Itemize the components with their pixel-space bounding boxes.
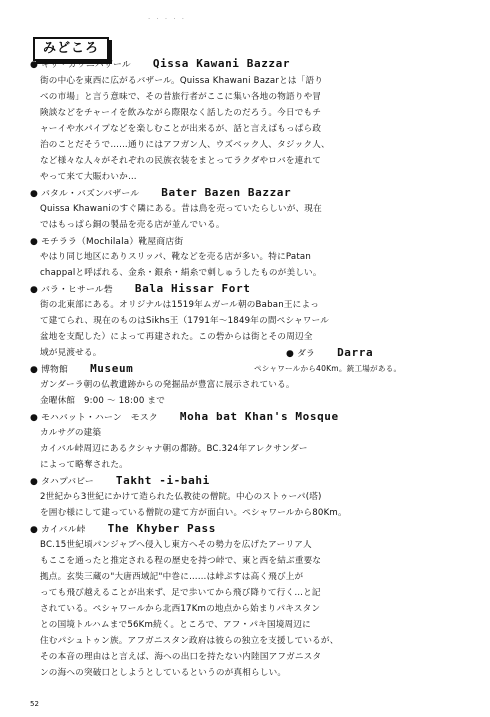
body-text-line: 金曜休館 9:00 ～ 18:00 まで: [40, 396, 166, 406]
section-heading: [30, 58, 290, 71]
bullet-icon: ●: [30, 525, 39, 535]
section-title-en: Moha bat Khan's Mosque: [179, 410, 339, 423]
bullet-icon: ●: [30, 285, 39, 295]
body-text-line: Quissa Khawaniのすぐ隣にある。昔は鳥を売っていたらしいが、現在: [40, 204, 322, 214]
section-header-box: みどころ: [33, 37, 109, 61]
body-text-line: 拠点。玄奘三蔵の"大唐西域記"中巻に……は峠ぷすは高く飛び上が: [40, 572, 304, 582]
page-number: 52: [30, 700, 39, 708]
section-title-en: Bater Bazen Bazzar: [161, 186, 292, 199]
body-text-line: もここを通ったと推定される程の歴史を持つ峠で、東と西を結ぶ重要な: [40, 556, 322, 566]
bullet-icon: ●: [30, 477, 39, 487]
body-text-line: を囲む様にして建っている僧院の建て方が面白い。ペシャワールから80Km。: [40, 508, 347, 518]
darra-ja: ダラ: [297, 349, 316, 359]
section-heading: [30, 475, 210, 488]
body-text-line: 治のことだそうで……通りにはアフガン人、ウズベック人、タジック人、: [40, 140, 330, 150]
section-title-ja: バラ・ヒサール砦: [41, 285, 113, 295]
body-text-line: やって来て大賑わいか…: [40, 172, 137, 182]
body-text-line: ではもっぱら銅の製品を売る店が並んでいる。: [40, 220, 225, 230]
body-text-line: やはり同じ地区にありスリッパ、靴などを売る店が多い。特にPatan: [40, 252, 312, 262]
body-text-line: など様々な人々がそれぞれの民族衣装をまとってラクダやロバを連れて: [40, 156, 322, 166]
body-text-line: 2世紀から3世紀にかけて造られた仏教徒の僧院。中心のストゥーパ(塔): [40, 492, 322, 502]
body-text-line: 険談などをチャーイを飲みながら際限なく話したのだろう。今日でもチ: [40, 108, 322, 118]
darra-note-text: ペシャワールから40Km。銃工場がある。: [254, 364, 402, 373]
section-title-ja: キサ・カワニバザール: [41, 60, 131, 70]
section-heading: [30, 283, 250, 296]
darra-en: Darra: [337, 346, 374, 359]
section-title-en: Qissa Kawani Bazzar: [152, 57, 291, 70]
body-text-line: べの市場」と言う意味で、その昔旅行者がここに集い各地の物語りや冒: [40, 92, 322, 102]
body-text-line: 住むパシュトゥン族。アフガニスタン政府は彼らの独立を支援しているが、: [40, 636, 339, 646]
section-title-en: Takht -i-bahi: [115, 474, 210, 487]
darra-note: [254, 363, 401, 375]
page-top-mark: · · · · ·: [148, 15, 187, 23]
body-text-line: て建てられ、現在のものはSikhs王（1791年～1849年の間ペシャワール: [40, 316, 330, 326]
section-title-ja: バタル・バズンバザール: [41, 189, 140, 199]
body-text-line: 街の北東部にある。オリジナルは1519年ムガール朝のBaban王によっ: [40, 300, 320, 310]
section-heading: [30, 187, 291, 200]
body-text-line: ャーイや水パイプなどを楽しむことが出来るが、話と言えばもっぱら政: [40, 124, 322, 134]
section-heading: [30, 363, 133, 376]
bullet-icon: ●: [30, 237, 39, 247]
section-title-en: The Khyber Pass: [107, 522, 216, 535]
section-title-ja: 博物館: [41, 365, 69, 375]
section-title-ja: モハバット・ハーン モスク: [41, 413, 158, 423]
section-title-ja: タハプバビー: [41, 477, 94, 487]
section-heading: [30, 235, 205, 248]
body-text-line: BC.15世紀頃パンジャブへ侵入し東方へその勢力を広げたアーリア人: [40, 540, 312, 550]
body-text-line: ガンダーラ朝の仏教遺跡からの発掘品が豊富に展示されている。: [40, 380, 295, 390]
body-text-line: ンの海への突破口としようとしているというのが真相らしい。: [40, 668, 287, 678]
bullet-icon: ●: [286, 349, 295, 359]
body-text-line: っても飛び越えることが出来ず、足で歩いてから飛び降りて行く…と記: [40, 588, 321, 598]
body-text-line: されている。ペシャワールから北西17Kmの地点から始まりパキスタン: [40, 604, 321, 614]
body-text-line: 域が見渡せる。: [40, 348, 102, 358]
section-title-ja: モチララ（Mochilala）靴屋商店街: [41, 237, 184, 247]
body-text-line: 盆地を支配した）によって再建された。この砦からは街とその周辺全: [40, 332, 313, 342]
section-title-en: Museum: [90, 362, 134, 375]
section-title-en: Bala Hissar Fort: [134, 282, 251, 295]
darra-heading: [286, 347, 373, 360]
bullet-icon: ●: [30, 60, 39, 70]
body-text-line: chappalと呼ばれる、金糸・銀糸・絹糸で刺しゅうしたものが美しい。: [40, 268, 322, 278]
body-text-line: によって略奪された。: [40, 460, 128, 470]
body-text-line: カイバル峠周辺にあるクシャナ朝の都跡。BC.324年アレクサンダー: [40, 444, 308, 454]
section-heading: [30, 523, 216, 536]
section-heading: [30, 411, 339, 424]
bullet-icon: ●: [30, 365, 39, 375]
body-text-line: 街の中心を東西に広がるバザール。Quissa Khawani Bazarとは「語り: [40, 76, 324, 86]
bullet-icon: ●: [30, 413, 39, 423]
body-text-line: との国境トルハムまで56Km続く。ところで、アフ・パキ国境周辺に: [40, 620, 311, 630]
section-title-ja: カイバル峠: [41, 525, 86, 535]
bullet-icon: ●: [30, 189, 39, 199]
body-text-line: その本音の理由はと言えば、海への出口を持たない内陸国アフガニスタ: [40, 652, 322, 662]
body-text-line: カルサグの建築: [40, 428, 102, 438]
